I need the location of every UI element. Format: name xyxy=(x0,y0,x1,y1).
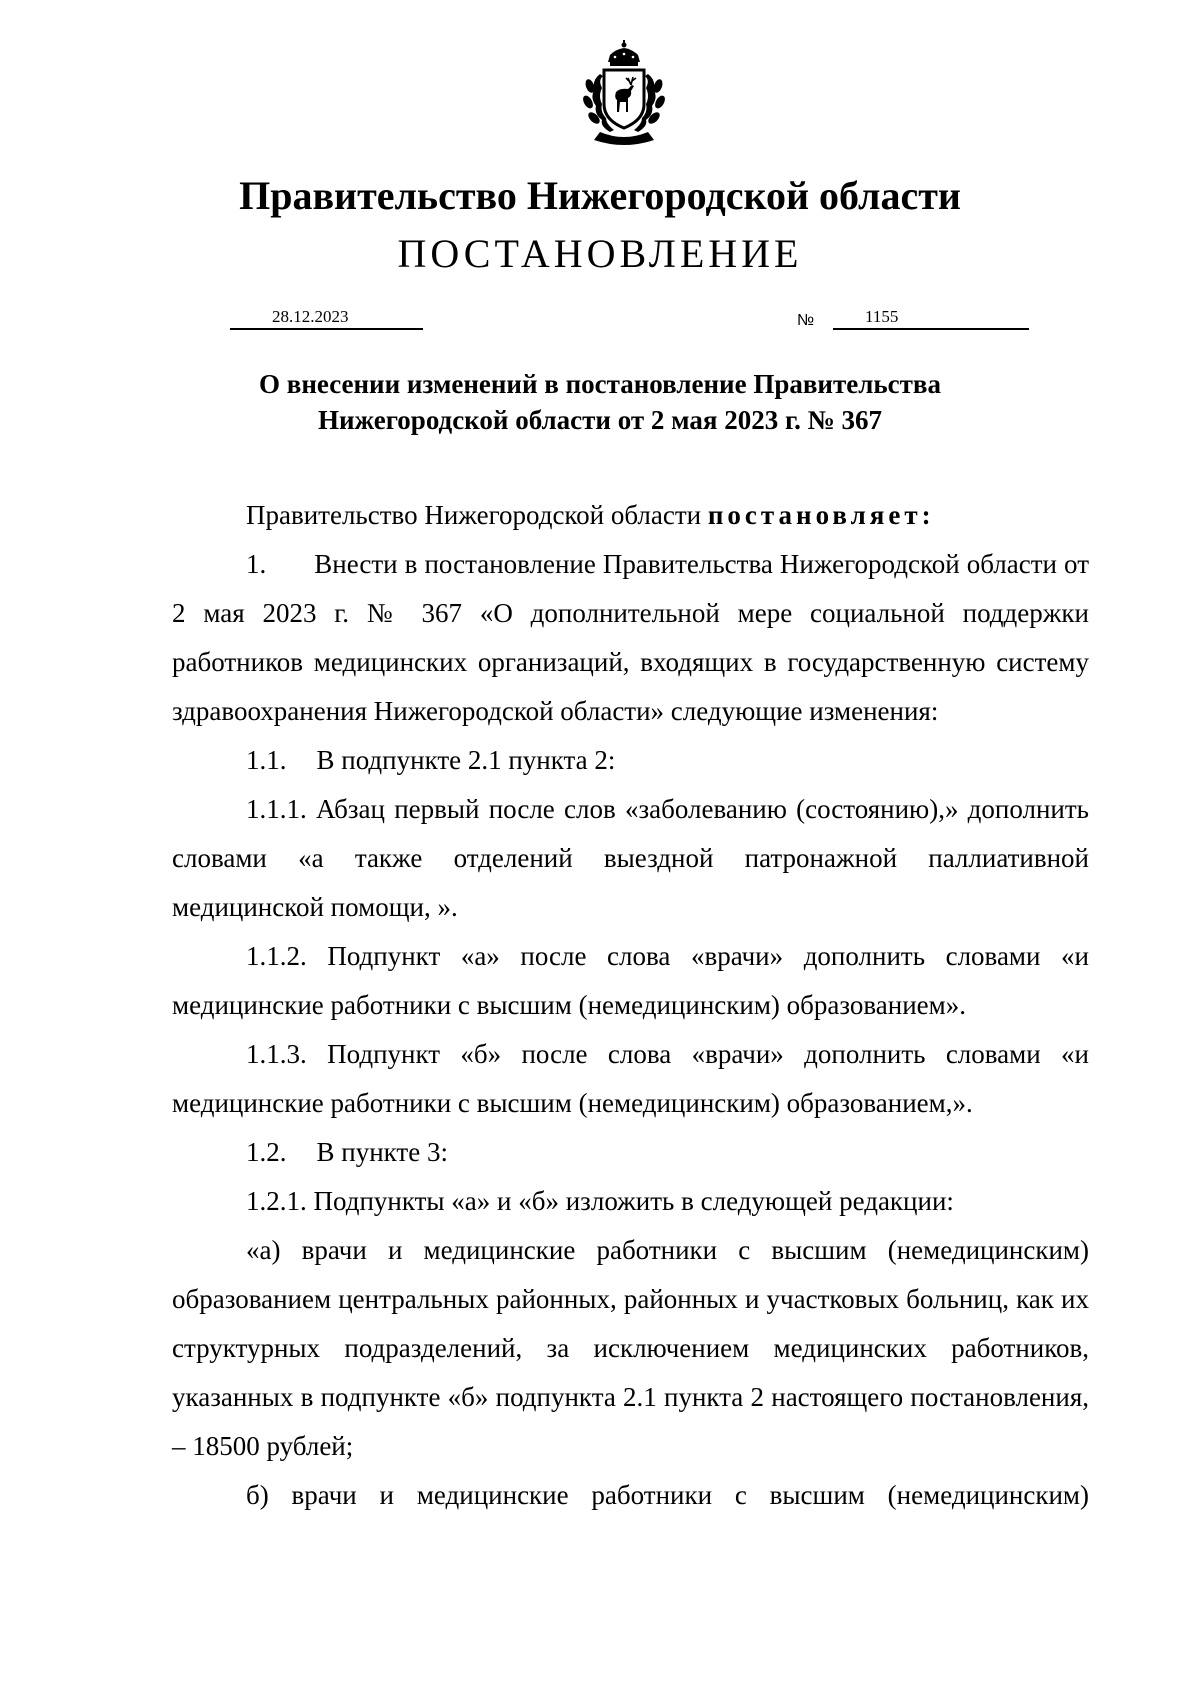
preamble-decree-word: постановляет xyxy=(707,500,922,530)
paragraph-a: «а) врачи и медицинские работники с высшим (немедицинским) образованием центральных районных, районных и участковых больниц, как их структурных подразделений, за исключением медицинских работников, указанных в подпункте «б» подпункта 2.1 пункта 2 настоящего постановления, – 18500 рублей; xyxy=(172,1235,1089,1461)
document-body xyxy=(172,491,1089,1520)
paragraph-1-1-2: 1.1.2. Подпункт «а» после слова «врачи» дополнить словами «и медицинские работники с высшим (немедицинским) образованием». xyxy=(172,941,1089,1020)
document-subject xyxy=(0,366,1200,438)
preamble-colon: : xyxy=(921,500,931,530)
subject-line-1: О внесении изменений в постановление Правительства xyxy=(259,369,941,399)
paragraph-1-1 xyxy=(172,736,1089,785)
paragraph-1-2-text: В пункте 3: xyxy=(316,1137,448,1167)
paragraph-1-2 xyxy=(172,1128,1089,1177)
paragraph-1 xyxy=(172,540,1089,736)
preamble xyxy=(172,491,1089,540)
preamble-text: Правительство Нижегородской области xyxy=(246,500,708,530)
number-label: № xyxy=(797,312,815,329)
subject-line-2: Нижегородской области от 2 мая 2023 г. № 367 xyxy=(317,405,883,435)
document-type: ПОСТАНОВЛЕНИЕ xyxy=(397,231,803,276)
paragraph-1-2-1: 1.2.1. Подпункты «а» и «б» изложить в следующей редакции: xyxy=(246,1186,954,1216)
document-number: 1155 xyxy=(833,306,1029,330)
paragraph-1-number: 1. xyxy=(246,549,267,579)
paragraph-1-1-text: В подпункте 2.1 пункта 2: xyxy=(316,745,616,775)
paragraph-1-text: Внести в постановление Правительства Нижегородской области от 2 мая 2023 г. № 367 «О дополнительной мере социальной поддержки работников медицинских организаций, входящих в государственную систему здравоохранения Нижегородской области» следующие изменения: xyxy=(172,549,1089,726)
document-date: 28.12.2023 xyxy=(230,306,423,330)
paragraph-1-1-1: 1.1.1. Абзац первый после слов «заболеванию (состоянию),» дополнить словами «а также отделений выездной патронажной паллиативной медицинской помощи, ». xyxy=(172,794,1089,922)
government-title: Правительство Нижегородской области xyxy=(239,173,961,218)
paragraph-1-1-3: 1.1.3. Подпункт «б» после слова «врачи» дополнить словами «и медицинские работники с высшим (немедицинским) образованием,». xyxy=(172,1039,1089,1118)
paragraph-1-2-number: 1.2. xyxy=(246,1137,287,1167)
paragraph-b: б) врачи и медицинские работники с высшим (немедицинским) xyxy=(246,1480,1089,1510)
paragraph-1-1-number: 1.1. xyxy=(246,745,287,775)
coat-of-arms-icon xyxy=(570,40,678,148)
